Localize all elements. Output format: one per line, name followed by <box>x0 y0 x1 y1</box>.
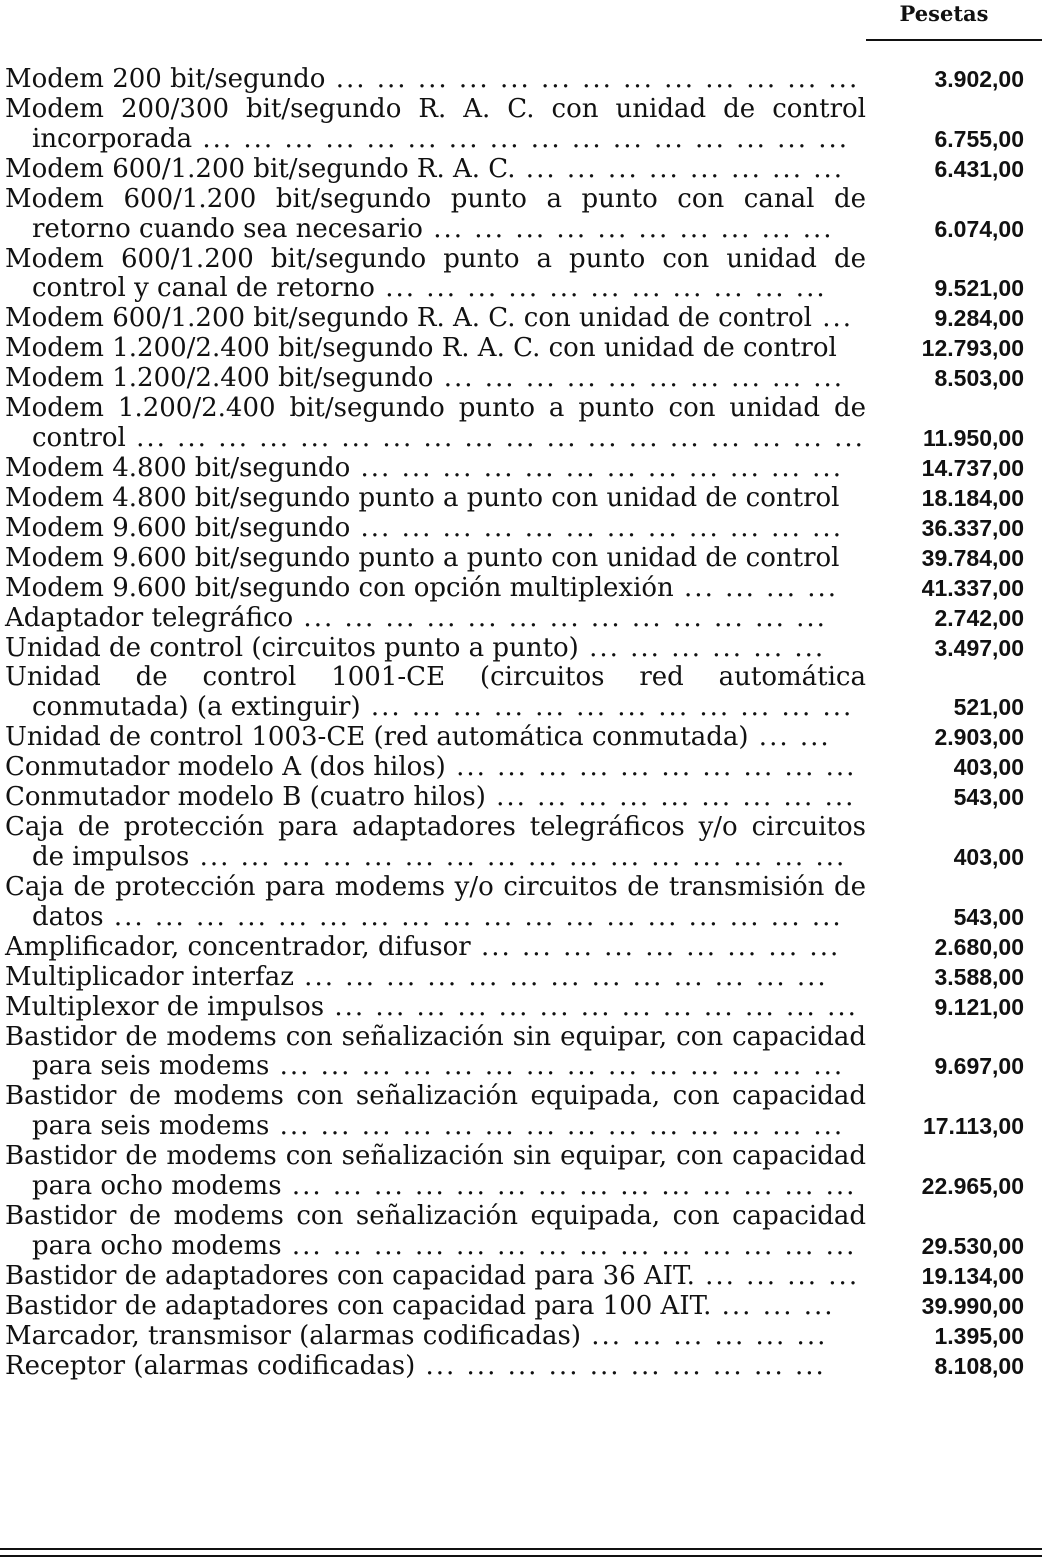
dot-leader: ... ... ... ... ... ... <box>581 1320 828 1351</box>
item-text: Modem 600/1.200 bit/segundo punto a punto con canal de retorno cuando sea necesario <box>5 183 866 244</box>
table-row <box>0 873 1042 933</box>
item-price: 1.395,00 <box>934 1322 1024 1349</box>
table-row <box>0 783 1042 813</box>
item-text: Bastidor de modems con señalización equipada, con capacidad para seis modems <box>5 1081 866 1142</box>
dot-leader: ... ... ... ... ... ... ... ... ... ... ... ... ... ... <box>281 1230 857 1261</box>
table-row <box>0 1322 1042 1352</box>
item-description <box>0 394 866 454</box>
dot-leader: ... ... ... ... ... ... ... ... ... ... <box>415 1350 826 1381</box>
item-text: Bastidor de modems con señalización sin equipar, con capacidad para seis modems <box>5 1021 866 1082</box>
item-text: Modem 4.800 bit/segundo <box>5 452 351 483</box>
dot-leader: ... ... ... ... <box>694 1260 860 1291</box>
item-text: Modem 600/1.200 bit/segundo R. A. C. con unidad de control <box>5 303 812 334</box>
item-description <box>0 1142 866 1202</box>
item-description <box>0 514 866 544</box>
item-description <box>0 95 866 155</box>
dot-leader: ... ... ... ... ... ... ... ... ... ... ... ... <box>360 692 854 723</box>
item-text: Bastidor de adaptadores con capacidad para 100 AIT. <box>5 1290 712 1321</box>
item-price: 9.521,00 <box>934 275 1024 302</box>
item-description <box>0 933 866 963</box>
item-text: Bastidor de modems con señalización equipada, con capacidad para ocho modems <box>5 1201 866 1261</box>
dot-leader: ... ... ... ... ... ... ... ... ... ... <box>445 752 857 783</box>
item-text: Adaptador telegráfico <box>5 602 294 633</box>
item-price: 9.697,00 <box>934 1053 1024 1080</box>
item-description <box>0 1292 866 1322</box>
dot-leader: ... ... ... ... ... ... ... ... ... ... <box>433 363 845 394</box>
item-description <box>0 245 866 305</box>
table-row <box>0 95 1042 155</box>
table-row <box>0 723 1042 753</box>
item-description <box>0 1202 866 1262</box>
table-row <box>0 813 1042 873</box>
dot-leader: ... ... ... ... ... ... ... ... ... ... ... ... ... ... ... ... ... ... <box>125 423 865 454</box>
dot-leader: ... ... ... ... ... ... ... ... ... ... ... ... ... <box>324 991 858 1022</box>
item-description <box>0 783 866 813</box>
dot-leader: ... ... ... ... ... ... ... ... ... ... ... ... <box>350 452 843 483</box>
dot-leader: ... ... ... ... ... ... ... ... ... ... ... ... ... <box>293 602 827 633</box>
item-description <box>0 1262 866 1292</box>
item-text: Amplificador, concentrador, difusor <box>5 931 471 962</box>
table-row <box>0 574 1042 604</box>
dot-leader: ... ... <box>748 722 831 753</box>
item-description <box>0 304 866 334</box>
item-text: Receptor (alarmas codificadas) <box>5 1350 416 1381</box>
item-text: Conmutador modelo A (dos hilos) <box>5 752 446 783</box>
item-price: 22.965,00 <box>921 1173 1024 1200</box>
item-price: 14.737,00 <box>921 454 1024 481</box>
dot-leader: ... ... ... ... ... ... <box>578 632 826 663</box>
item-description <box>0 544 866 574</box>
dot-leader: ... ... ... ... ... ... ... ... ... ... ... <box>374 273 827 304</box>
table-row <box>0 364 1042 394</box>
item-price: 9.121,00 <box>934 993 1024 1020</box>
header-rule <box>866 39 1042 41</box>
item-text: Bastidor de adaptadores con capacidad para 36 AIT. <box>5 1260 695 1291</box>
item-price: 36.337,00 <box>921 514 1024 541</box>
item-description <box>0 993 866 1023</box>
item-price: 17.113,00 <box>922 1113 1024 1140</box>
item-price: 521,00 <box>953 694 1024 721</box>
item-price: 543,00 <box>953 784 1024 811</box>
dot-leader: ... ... ... ... ... ... ... ... ... ... ... ... <box>350 512 843 543</box>
dot-leader: ... ... ... ... ... ... ... ... ... ... ... ... ... <box>293 961 828 992</box>
currency-column-header: Pesetas <box>899 1 989 26</box>
dot-leader: ... ... ... ... ... ... ... ... ... ... ... ... ... <box>325 64 860 94</box>
table-row <box>0 993 1042 1023</box>
table-row <box>0 1142 1042 1202</box>
dot-leader: ... ... ... <box>711 1290 835 1321</box>
dot-leader: ... ... ... ... ... ... ... ... ... ... ... ... ... ... <box>281 1171 857 1202</box>
table-row <box>0 604 1042 634</box>
dot-leader: ... ... ... ... ... ... ... ... ... ... ... ... ... ... ... ... <box>192 123 850 154</box>
table-row <box>0 1352 1042 1382</box>
item-price: 19.134,00 <box>921 1262 1024 1289</box>
item-price: 3.902,00 <box>934 66 1024 92</box>
item-description <box>0 454 866 484</box>
table-row <box>0 185 1042 245</box>
bottom-rule-top <box>0 1548 1042 1550</box>
item-description <box>0 753 866 783</box>
item-text: Modem 200 bit/segundo <box>5 64 326 94</box>
item-price: 3.497,00 <box>934 634 1024 661</box>
item-text: Modem 1.200/2.400 bit/segundo R. A. C. con unidad de control <box>5 333 837 364</box>
item-text: Unidad de control 1001-CE (circuitos red automática conmutada) (a extinguir) <box>5 662 866 723</box>
item-text: Multiplexor de impulsos <box>5 991 325 1022</box>
dot-leader: ... ... ... ... ... ... ... ... ... <box>485 782 856 813</box>
item-price: 6.074,00 <box>934 215 1024 242</box>
item-price: 403,00 <box>953 843 1024 870</box>
table-row <box>0 963 1042 993</box>
item-description <box>0 963 866 993</box>
item-description <box>0 723 866 753</box>
dot-leader: ... ... ... ... ... ... ... ... ... ... ... ... ... ... ... ... <box>189 841 847 872</box>
price-list <box>0 65 1042 1382</box>
item-price: 8.503,00 <box>934 365 1024 392</box>
item-text: Caja de protección para adaptadores telegráficos y/o circuitos de impulsos <box>5 812 866 872</box>
item-text: Modem 600/1.200 bit/segundo punto a punto con unidad de control y canal de retorno <box>5 243 866 304</box>
item-price: 3.588,00 <box>934 963 1024 990</box>
item-description <box>0 604 866 634</box>
table-row <box>0 1262 1042 1292</box>
item-price: 18.184,00 <box>921 484 1024 511</box>
item-price: 41.337,00 <box>921 574 1024 601</box>
item-description <box>0 1322 866 1352</box>
item-price: 39.990,00 <box>921 1292 1024 1319</box>
table-row <box>0 634 1042 664</box>
item-price: 11.950,00 <box>922 425 1024 452</box>
table-row <box>0 484 1042 514</box>
item-description <box>0 873 866 933</box>
item-price: 543,00 <box>953 903 1024 930</box>
item-price: 2.903,00 <box>934 724 1024 751</box>
table-row <box>0 1202 1042 1262</box>
item-price: 12.793,00 <box>921 335 1024 362</box>
table-row <box>0 1082 1042 1142</box>
item-text: Modem 9.600 bit/segundo <box>5 512 351 543</box>
dot-leader: ... ... ... ... ... ... ... ... ... ... <box>422 213 834 244</box>
item-price: 8.108,00 <box>934 1352 1024 1379</box>
item-description <box>0 155 866 185</box>
item-text: Modem 1.200/2.400 bit/segundo punto a punto con unidad de control <box>5 393 866 454</box>
table-row <box>0 1023 1042 1083</box>
item-text: Modem 600/1.200 bit/segundo R. A. C. <box>5 153 516 184</box>
table-row <box>0 65 1042 95</box>
item-description <box>0 1352 866 1382</box>
item-text: Bastidor de modems con señalización sin equipar, con capacidad para ocho modems <box>5 1141 866 1202</box>
table-row <box>0 663 1042 723</box>
item-text: Modem 9.600 bit/segundo punto a punto con unidad de control <box>5 542 840 573</box>
table-row <box>0 1292 1042 1322</box>
item-description <box>0 334 866 364</box>
table-row <box>0 245 1042 305</box>
table-row <box>0 514 1042 544</box>
table-row <box>0 155 1042 185</box>
table-row <box>0 753 1042 783</box>
item-description <box>0 663 866 723</box>
dot-leader: ... ... ... ... ... ... ... ... ... ... ... ... ... ... <box>269 1051 845 1082</box>
item-price: 39.784,00 <box>921 544 1024 571</box>
item-description <box>0 1023 866 1083</box>
item-price: 29.530,00 <box>921 1232 1024 1259</box>
table-row <box>0 394 1042 454</box>
item-text: Unidad de control 1003-CE (red automática conmutada) <box>5 722 749 753</box>
item-price: 6.431,00 <box>934 155 1024 182</box>
table-row <box>0 544 1042 574</box>
item-text: Modem 1.200/2.400 bit/segundo <box>5 363 434 394</box>
item-description <box>0 65 866 95</box>
dot-leader: ... ... ... ... ... ... ... ... <box>515 153 845 184</box>
dot-leader: ... ... ... ... ... ... ... ... ... ... ... ... ... ... <box>269 1111 845 1142</box>
item-description <box>0 574 866 604</box>
item-price: 2.742,00 <box>934 604 1024 631</box>
item-text: Conmutador modelo B (cuatro hilos) <box>5 782 486 813</box>
bottom-rule-bottom <box>0 1555 1042 1557</box>
item-text: Modem 9.600 bit/segundo con opción multiplexión <box>5 572 674 603</box>
item-description <box>0 813 866 873</box>
item-text: Modem 200/300 bit/segundo R. A. C. con unidad de control incorporada <box>5 93 866 154</box>
item-description <box>0 1082 866 1142</box>
dot-leader: ... <box>812 303 854 334</box>
item-price: 2.680,00 <box>934 933 1024 960</box>
item-text: Multiplicador interfaz <box>5 961 294 992</box>
dot-leader: ... ... ... ... <box>673 572 839 603</box>
item-text: Caja de protección para modems y/o circuitos de transmisión de datos <box>5 871 866 932</box>
table-row <box>0 933 1042 963</box>
item-text: Modem 4.800 bit/segundo punto a punto con unidad de control <box>5 482 840 513</box>
item-price: 6.755,00 <box>934 125 1024 152</box>
item-text: Unidad de control (circuitos punto a punto) <box>5 632 579 663</box>
dot-leader: ... ... ... ... ... ... ... ... ... <box>470 931 841 962</box>
item-description <box>0 364 866 394</box>
item-text: Marcador, transmisor (alarmas codificadas) <box>5 1320 581 1351</box>
item-price: 403,00 <box>953 754 1024 781</box>
item-description <box>0 484 866 514</box>
table-row <box>0 334 1042 364</box>
dot-leader: ... ... ... ... ... ... ... ... ... ... ... ... ... ... ... ... ... ... <box>103 901 843 932</box>
item-description <box>0 634 866 664</box>
table-row <box>0 454 1042 484</box>
table-row <box>0 304 1042 334</box>
item-price: 9.284,00 <box>934 305 1024 332</box>
item-description <box>0 185 866 245</box>
